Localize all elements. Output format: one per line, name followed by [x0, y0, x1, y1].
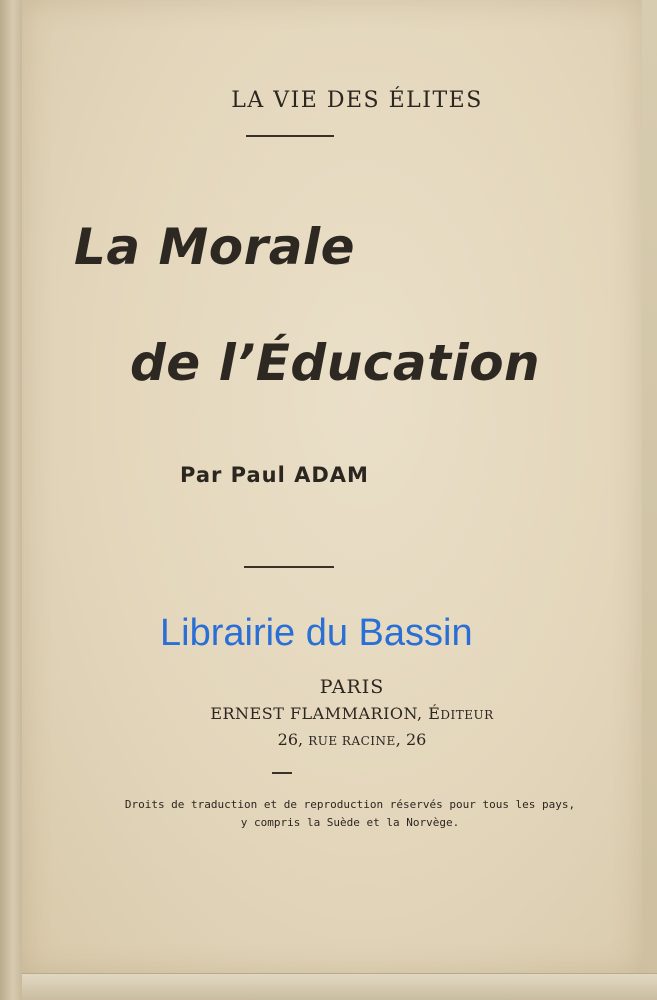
left-page-edge [0, 0, 23, 1000]
address-street: RUE RACINE [308, 734, 396, 748]
publisher-name: ERNEST FLAMMARION, [210, 704, 429, 723]
imprint-publisher [42, 704, 657, 723]
title-page [22, 0, 642, 974]
book-title-line-2: de l’Éducation [130, 334, 541, 392]
address-number-2: , 26 [395, 730, 427, 749]
series-title: LA VIE DES ÉLITES [231, 88, 483, 113]
imprint-city: PARIS [319, 676, 385, 698]
imprint-address [42, 730, 657, 749]
rights-notice-line-1: Droits de traduction et de reproduction réservés pour tous les pays, [124, 798, 576, 811]
bookseller-watermark: Librairie du Bassin [160, 612, 473, 654]
rights-notice-line-2: y compris la Suède et la Norvège. [240, 816, 460, 829]
author-line: Par Paul ADAM [180, 463, 369, 487]
publisher-role-rest: DITEUR [440, 708, 494, 722]
publisher-role-initial: É [428, 704, 441, 723]
address-number-1: 26, [277, 730, 309, 749]
book-title-line-1: La Morale [74, 218, 356, 276]
bottom-page-edge [22, 973, 657, 1000]
top-divider [246, 135, 334, 137]
middle-divider [244, 566, 334, 568]
small-divider [272, 772, 292, 774]
